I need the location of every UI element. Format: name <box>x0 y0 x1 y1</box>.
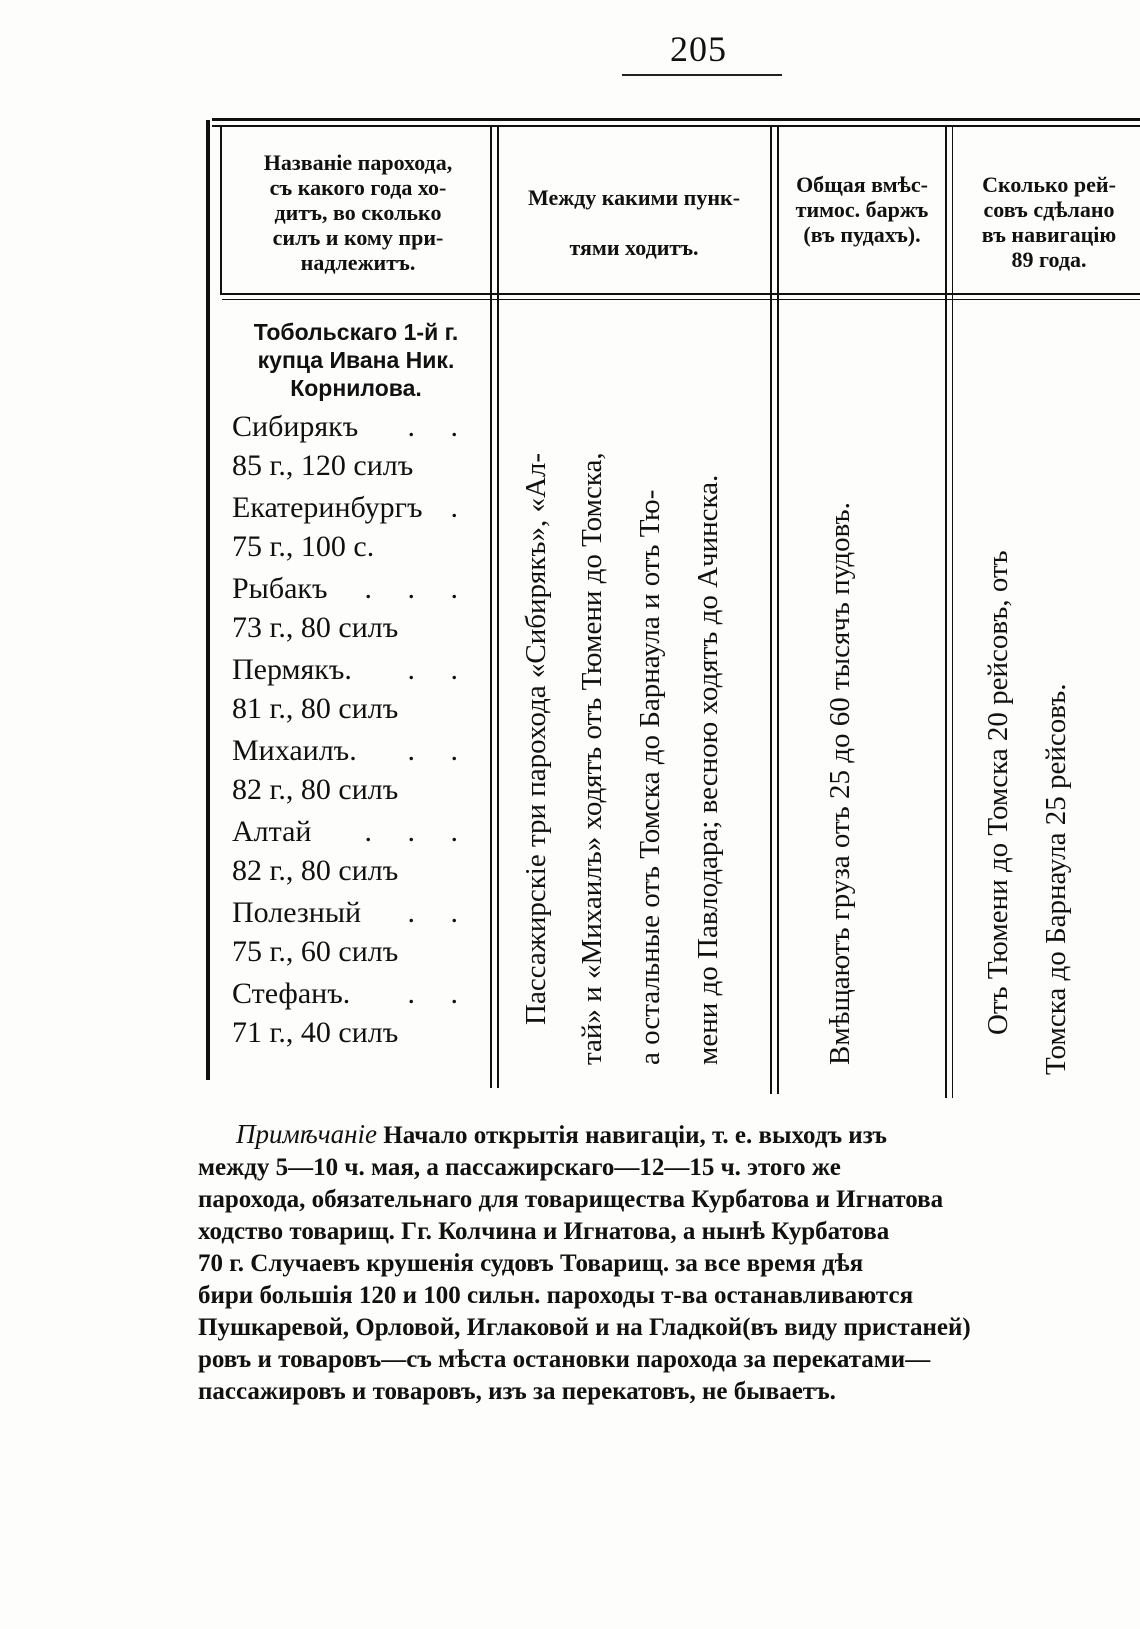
leader-dots: . . <box>407 734 472 767</box>
footnote-line: ходство товарищ. Гг. Колчина и Игнатова, а нынѣ Курбатова <box>198 1218 890 1245</box>
col-rule-3 <box>945 126 947 1098</box>
list-item <box>232 894 472 975</box>
leader-dots: . . <box>407 410 472 443</box>
header-trips: Сколько рей- совъ сдѣлано въ навигацію 89 года. <box>981 172 1117 272</box>
col-rule-3-inner <box>952 126 953 1098</box>
list-item <box>232 408 472 489</box>
ship-spec: 81 г., 80 силъ <box>232 692 399 725</box>
capacity-line: Вмѣщаютъ груза отъ 25 до 60 тысячъ пудовъ. <box>824 502 856 1065</box>
list-item <box>232 975 472 1056</box>
col-rule-2-inner <box>777 126 779 1094</box>
header-bottom-rule <box>222 293 1140 295</box>
ship-name: Алтай <box>232 815 312 848</box>
table-left-rule-inner <box>220 126 222 295</box>
header-capacity: Общая вмѣс- тимос. баржъ (въ пудахъ). <box>795 172 929 247</box>
col-rule-2 <box>770 126 772 1094</box>
list-item <box>232 813 472 894</box>
footnote-lead: Примѣчаніе <box>236 1119 377 1149</box>
table-left-rule <box>206 120 210 1080</box>
col-rule-1 <box>490 126 492 1088</box>
route-line: тай» и «Михаилъ» ходятъ отъ Тюмени до Томска, <box>576 452 608 1065</box>
leader-dots: . . . <box>364 815 472 848</box>
ship-spec: 75 г., 100 с. <box>232 530 375 563</box>
leader-dots: . . . <box>364 572 472 605</box>
route-line: Пассажирскіе три парохода «Сибирякъ», «Ал- <box>520 452 552 1025</box>
list-item <box>232 570 472 651</box>
list-item <box>232 489 472 570</box>
ship-spec: 75 г., 60 силъ <box>232 935 399 968</box>
table-top-rule <box>212 118 1140 121</box>
ship-name: Екатеринбургъ <box>232 491 423 524</box>
footnote-line: ровъ и товаровъ—съ мѣста остановки парохода за перекатами— <box>198 1346 931 1373</box>
header-route: Между какими пунк- тями ходитъ. <box>527 185 741 260</box>
ship-name: Пермякъ. <box>232 653 352 686</box>
ship-name: Рыбакъ <box>232 572 328 605</box>
footnote-line <box>198 1118 1140 1152</box>
leader-dots: . <box>450 491 472 524</box>
footnote <box>198 1118 1140 1408</box>
ship-spec: 85 г., 120 силъ <box>232 449 414 482</box>
header-bottom-rule-inner <box>222 299 1140 300</box>
route-line: мени до Павлодара; весною ходятъ до Ачинска. <box>692 474 724 1065</box>
trips-line: Томска до Барнаула 25 рейсовъ. <box>1040 683 1072 1075</box>
footnote-line: 70 г. Случаевъ крушенія судовъ Товарищ. за все время дѣя <box>198 1250 864 1277</box>
ship-spec: 71 г., 40 силъ <box>232 1016 399 1049</box>
header-ship-name: Названіе парохода, съ какого года хо- дитъ, во сколько силъ и кому при- надлежитъ. <box>263 150 453 275</box>
leader-dots: . . <box>407 896 472 929</box>
page-number: 205 <box>670 29 727 69</box>
footnote-line: пассажировъ и товаровъ, изъ за перекатовъ, не бываетъ. <box>198 1378 836 1405</box>
leader-dots: . . <box>407 977 472 1010</box>
list-item <box>232 732 472 813</box>
ship-name: Стефанъ. <box>232 977 351 1010</box>
list-item <box>232 651 472 732</box>
col-rule-1-inner <box>497 126 499 1088</box>
footnote-line: бири большія 120 и 100 сильн. пароходы т-ва останавливаются <box>198 1282 914 1309</box>
route-line: а остальные отъ Томска до Барнаула и отъ Тю- <box>634 489 666 1065</box>
owner-name: Тобольскаго 1-й г. купца Ивана Ник. Корнилова. <box>253 319 459 401</box>
ship-name: Полезный <box>232 896 362 929</box>
ship-spec: 82 г., 80 силъ <box>232 854 399 887</box>
ship-spec: 73 г., 80 силъ <box>232 611 399 644</box>
ship-spec: 82 г., 80 силъ <box>232 773 399 806</box>
leader-dots: . . <box>407 653 472 686</box>
footnote-line: между 5—10 ч. мая, а пассажирскаго—12—15 ч. этого же <box>198 1154 841 1181</box>
trips-line: Отъ Тюмени до Томска 20 рейсовъ, отъ <box>982 550 1014 1035</box>
footnote-text: Начало открытія навигаціи, т. е. выходъ изъ <box>383 1122 887 1149</box>
footnote-line: Пушкаревой, Орловой, Иглаковой и на Гладкой(въ виду пристаней) <box>198 1314 971 1341</box>
footnote-line: парохода, обязательнаго для товарищества Курбатова и Игнатова <box>198 1186 944 1213</box>
table-top-rule-inner <box>212 125 1140 127</box>
ship-list <box>232 408 472 1056</box>
ship-name: Сибирякъ <box>232 410 359 443</box>
ship-name: Михаилъ. <box>232 734 357 767</box>
